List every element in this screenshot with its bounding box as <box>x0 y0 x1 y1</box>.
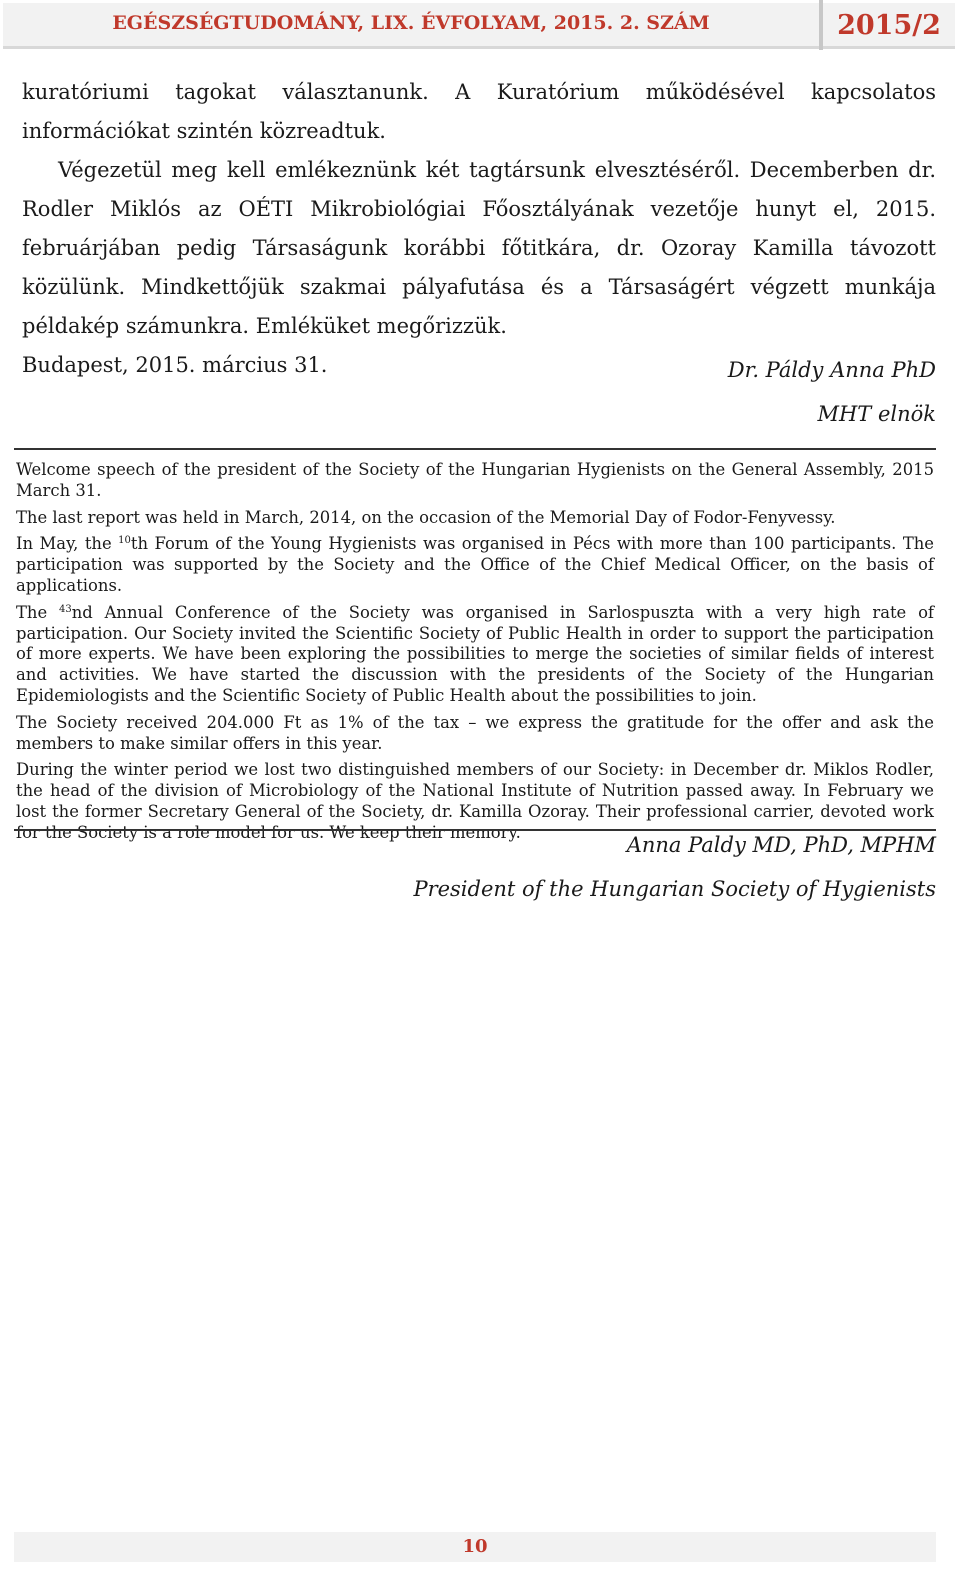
en-paragraph-2 <box>16 534 934 596</box>
hu-signature-name: Dr. Páldy Anna PhD <box>727 358 936 382</box>
en-p3-text-a: The <box>16 602 59 622</box>
bottom-divider <box>14 829 936 831</box>
hu-date: Budapest, 2015. március 31. <box>22 353 328 377</box>
en-paragraph-1: The last report was held in March, 2014, on the occasion of the Memorial Day of Fodor-Fenyvessy. <box>16 507 836 527</box>
issue-number: 2015/2 <box>823 3 955 49</box>
en-p2-sup: 10 <box>118 535 131 547</box>
en-paragraph-3 <box>16 603 934 707</box>
hu-paragraph-1: kuratóriumi tagokat választanunk. A Kuratórium működésével kapcsolatos információkat szintén közreadtuk. <box>22 80 936 143</box>
en-paragraph-4: The Society received 204.000 Ft as 1% of the tax – we express the gratitude for the offer and ask the members to make similar offers in this year. <box>16 712 934 753</box>
en-paragraph-5: During the winter period we lost two distinguished members of our Society: in December dr. Miklos Rodler, the head of the division of Microbiology of the National Institute of Nutrition passed away. In February we lost the former Secretary General of the Society, dr. Kamilla Ozoray. Their professional carrier, devoted work for the Society is a role model for us. We keep their memory. <box>16 760 934 842</box>
journal-title: EGÉSZSÉGTUDOMÁNY, LIX. ÉVFOLYAM, 2015. 2. SZÁM <box>3 3 819 49</box>
top-divider <box>14 448 936 450</box>
en-p3-text-b: nd Annual Conference of the Society was organised in Sarlospuszta with a very high rate of participation. Our Society invited the Scientific Society of Public Health in order to support the participation of more experts. We have been exploring the possibilities to merge the societies of similar fields of interest and activities. We have started the discussion with the presidents of the Society of the Hungarian Epidemiologists and the Scientific Society of Public Health about the possibilities to join. <box>16 602 934 705</box>
en-signature-name: Anna Paldy MD, PhD, MPHM <box>626 833 936 857</box>
hu-paragraph-2: Végezetül meg kell emlékeznünk két tagtársunk elvesztéséről. Decemberben dr. Rodler Miklós az OÉTI Mikrobiológiai Főosztályának vezetője hunyt el, 2015. februárjában pedig Társaságunk korábbi főtitkára, dr. Ozoray Kamilla távozott közülünk. Mindkettőjük szakmai pályafutása és a Társaságért végzett munkája példakép számunkra. Emléküket megőrizzük. <box>22 158 936 338</box>
hu-signature-role: MHT elnök <box>817 402 936 426</box>
en-signature-role: President of the Hungarian Society of Hygienists <box>413 877 936 901</box>
en-p2-text-a: In May, the <box>16 534 119 554</box>
en-title: Welcome speech of the president of the Society of the Hungarian Hygienists on the General Assembly, 2015 March 31. <box>16 460 934 500</box>
en-p3-sup: 43 <box>59 603 72 615</box>
english-abstract <box>16 460 934 850</box>
page-number: 10 <box>14 1532 936 1562</box>
hungarian-section <box>22 73 936 385</box>
page-header <box>0 0 960 52</box>
en-p2-text-b: th Forum of the Young Hygienists was organised in Pécs with more than 100 participants. The participation was supported by the Society and the Office of the Chief Medical Officer, on the basis of applications. <box>16 534 935 595</box>
